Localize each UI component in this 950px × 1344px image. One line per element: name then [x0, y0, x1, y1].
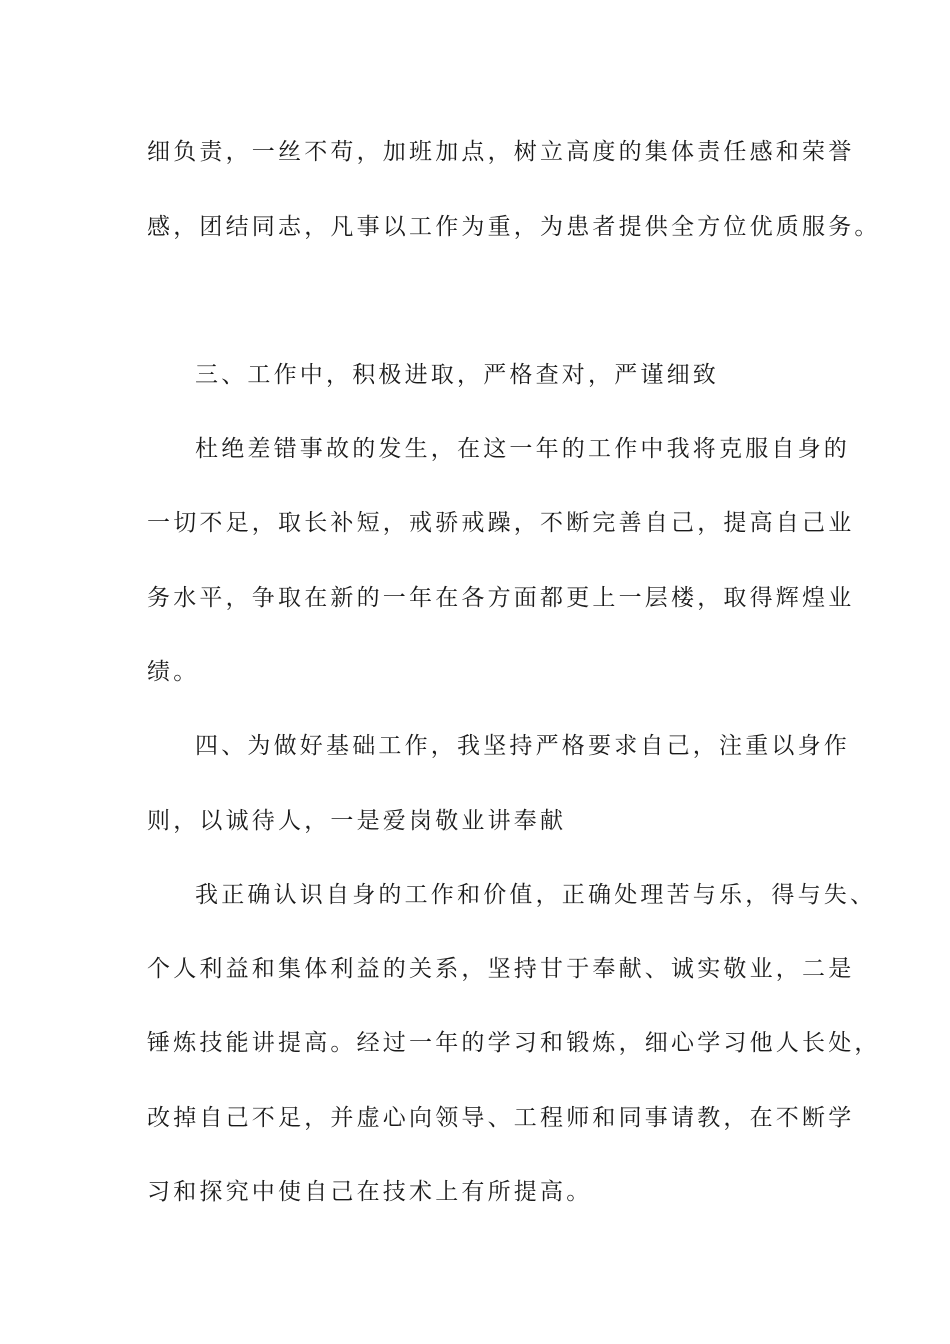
section-heading: 四、为做好基础工作，我坚持严格要求自己，注重以身作: [195, 733, 850, 759]
text-line: 务水平，争取在新的一年在各方面都更上一层楼，取得辉煌业: [147, 585, 855, 611]
section-heading-continued: 则，以诚待人，一是爱岗敬业讲奉献: [147, 808, 567, 834]
text-line: 我正确认识自身的工作和价值，正确处理苦与乐，得与失、: [195, 882, 877, 908]
section-heading: 三、工作中，积极进取，严格查对，严谨细致: [195, 362, 719, 388]
text-line: 杜绝差错事故的发生，在这一年的工作中我将克服自身的: [195, 436, 850, 462]
text-line: 习和探究中使自己在技术上有所提高。: [147, 1179, 593, 1205]
text-line: 细负责，一丝不苟，加班加点，树立高度的集体责任感和荣誉: [147, 139, 855, 165]
text-line: 个人利益和集体利益的关系，坚持甘于奉献、诚实敬业，二是: [147, 956, 855, 982]
text-line: 改掉自己不足，并虚心向领导、工程师和同事请教，在不断学: [147, 1105, 855, 1131]
text-line: 绩。: [147, 659, 200, 685]
text-line: 感，团结同志，凡事以工作为重，为患者提供全方位优质服务。: [147, 214, 881, 240]
text-line: 锤炼技能讲提高。经过一年的学习和锻炼，细心学习他人长处，: [147, 1030, 881, 1056]
text-line: 一切不足，取长补短，戒骄戒躁，不断完善自己，提高自己业: [147, 510, 855, 536]
